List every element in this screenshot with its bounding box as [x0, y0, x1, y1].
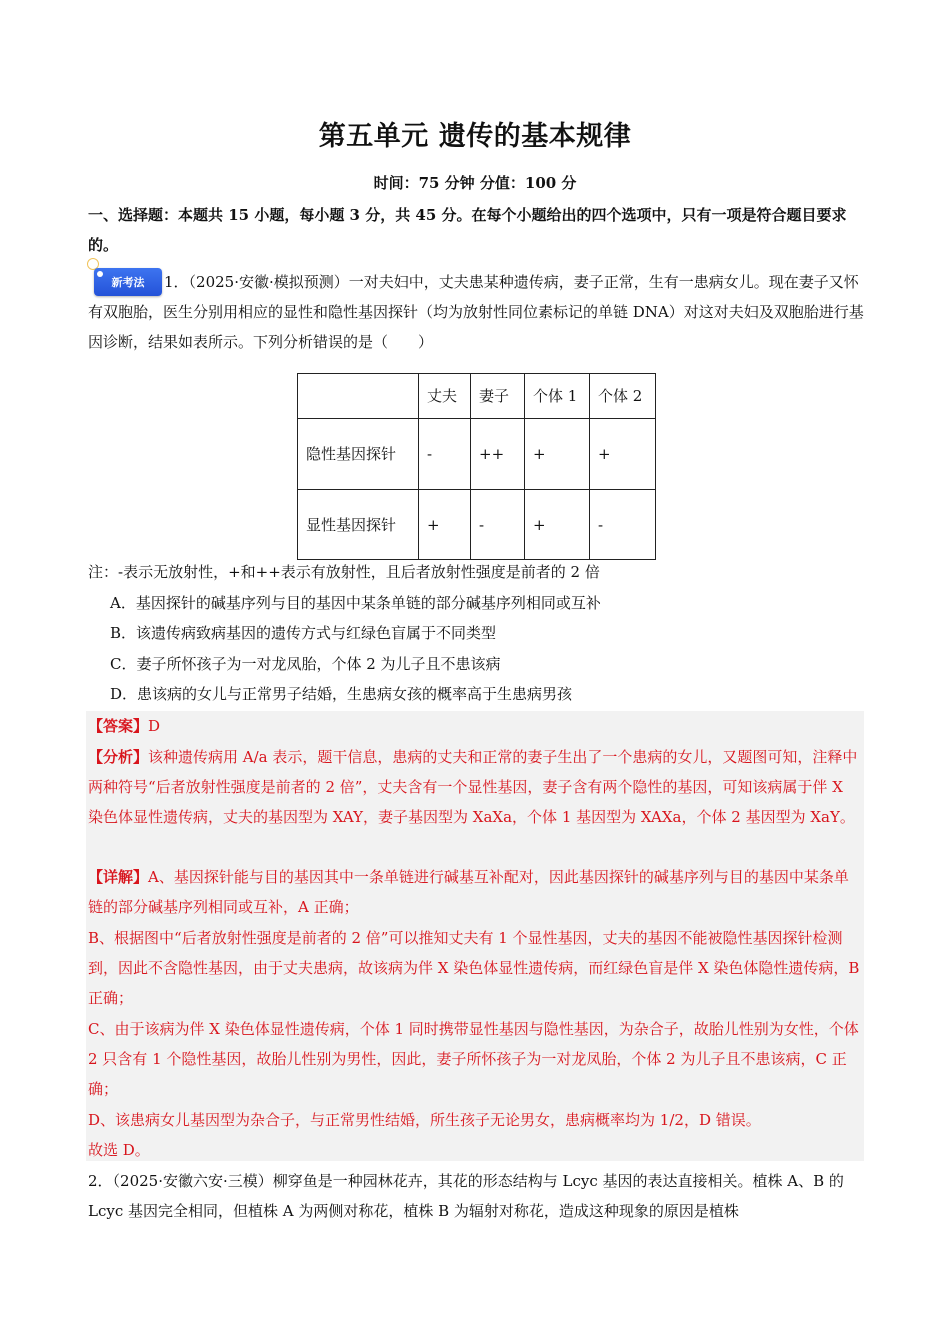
table-header-cell: 个体 1: [525, 374, 590, 419]
detail-paragraph-c: C、由于该病为伴 X 染色体显性遗传病，个体 1 同时携带显性基因与隐性基因，为杂合子，故胎儿性别为女性，个体 2 只含有 1 个隐性基因，故胎儿性别为男性，因此，妻子所怀孩子为一对龙凤胎，个体 2 为儿子且不患该病，C 正确；: [88, 1020, 859, 1098]
table-header-cell: [298, 374, 419, 419]
detail-paragraph-b: B、根据图中“后者放射性强度是前者的 2 倍”可以推知丈夫有 1 个显性基因，丈夫的基因不能被隐性基因探针检测到，因此不含隐性基因，由于丈夫患病，故该病为伴 X 染色体显性遗传病，而红绿色盲是伴 X 染色体隐性遗传病，B 正确；: [88, 929, 860, 1007]
question-1-stem: 1．（2025·安徽·模拟预测）一对夫妇中，丈夫患某种遗传病，妻子正常，生有一患病女儿。现在妻子又怀有双胞胎，医生分别用相应的显性和隐性基因探针（均为放射性同位素标记的单链 DNA）对这对夫妇及双胞胎进行基因诊断，结果如表所示。下列分析错误的是（ ）: [88, 273, 864, 351]
analysis-text: 该种遗传病用 A/a 表示，题干信息，患病的丈夫和正常的妻子生出了一个患病的女儿，又题图可知，注释中两种符号“后者放射性强度是前者的 2 倍”，丈夫含有一个显性基因，妻子含有两个隐性的基因，可知该病属于伴 X 染色体显性遗传病，丈夫的基因型为 XAY，妻子基因型为 XaXa，个体 1 基因型为 XAXa，个体 2 基因型为 XaY。: [88, 748, 858, 826]
analysis-paragraph: [88, 742, 860, 832]
section-heading: 一、选择题：本题共 15 小题，每小题 3 分，共 45 分。在每个小题给出的四个选项中，只有一项是符合题目要求的。: [88, 206, 847, 254]
table-header-cell: 丈夫: [419, 374, 471, 419]
table-row: [298, 490, 656, 560]
answer-value: D: [148, 717, 161, 735]
option-d: D．患该病的女儿与正常男子结婚，生患病女孩的概率高于生患病男孩: [110, 685, 573, 703]
option-a: A．基因探针的碱基序列与目的基因中某条单链的部分碱基序列相同或互补: [110, 594, 601, 612]
option-c: C．妻子所怀孩子为一对龙凤胎，个体 2 为儿子且不患该病: [110, 655, 501, 673]
table-cell: +: [525, 419, 590, 490]
probe-result-table: [297, 373, 656, 560]
table-cell: -: [471, 490, 525, 560]
table-cell: -: [419, 419, 471, 490]
table-row: [298, 419, 656, 490]
table-cell: +: [525, 490, 590, 560]
table-cell: +: [590, 419, 656, 490]
detail-text-a: A、基因探针能与目的基因其中一条单链进行碱基互补配对，因此基因探针的碱基序列与目的基因中某条单链的部分碱基序列相同或互补，A 正确；: [88, 868, 849, 916]
detail-paragraph-a: [88, 862, 860, 922]
table-cell: ++: [471, 419, 525, 490]
table-cell: +: [419, 490, 471, 560]
conclusion-line: 故选 D。: [88, 1141, 150, 1159]
page-title: 第五单元 遗传的基本规律: [318, 121, 632, 152]
table-header-cell: 妻子: [471, 374, 525, 419]
table-cell: -: [590, 490, 656, 560]
table-cell: 显性基因探针: [298, 490, 419, 560]
badge-label: 新考法: [111, 276, 145, 289]
table-header-cell: 个体 2: [590, 374, 656, 419]
detail-paragraph-d: D、该患病女儿基因型为杂合子，与正常男性结婚，所生孩子无论男女，患病概率均为 1/2，D 错误。: [88, 1111, 761, 1129]
analysis-label: 【分析】: [88, 748, 149, 766]
answer-line: [88, 711, 860, 741]
table-note: 注：-表示无放射性，+和++表示有放射性，且后者放射性强度是前者的 2 倍: [88, 563, 600, 581]
answer-label: 【答案】: [88, 717, 149, 735]
option-b: B．该遗传病致病基因的遗传方式与红绿色盲属于不同类型: [110, 624, 497, 642]
exam-meta: 时间：75 分钟 分值：100 分: [373, 174, 577, 192]
table-header-row: [298, 374, 656, 419]
question-2-stem: 2．（2025·安徽六安·三模）柳穿鱼是一种园林花卉，其花的形态结构与 Lcyc 基因的表达直接相关。植株 A、B 的 Lcyc 基因完全相同，但植株 A 为两侧对称花，植株 B 为辐射对称花，造成这种现象的原因是植株: [88, 1172, 844, 1220]
table-cell: 隐性基因探针: [298, 419, 419, 490]
detail-label: 【详解】: [88, 868, 149, 886]
